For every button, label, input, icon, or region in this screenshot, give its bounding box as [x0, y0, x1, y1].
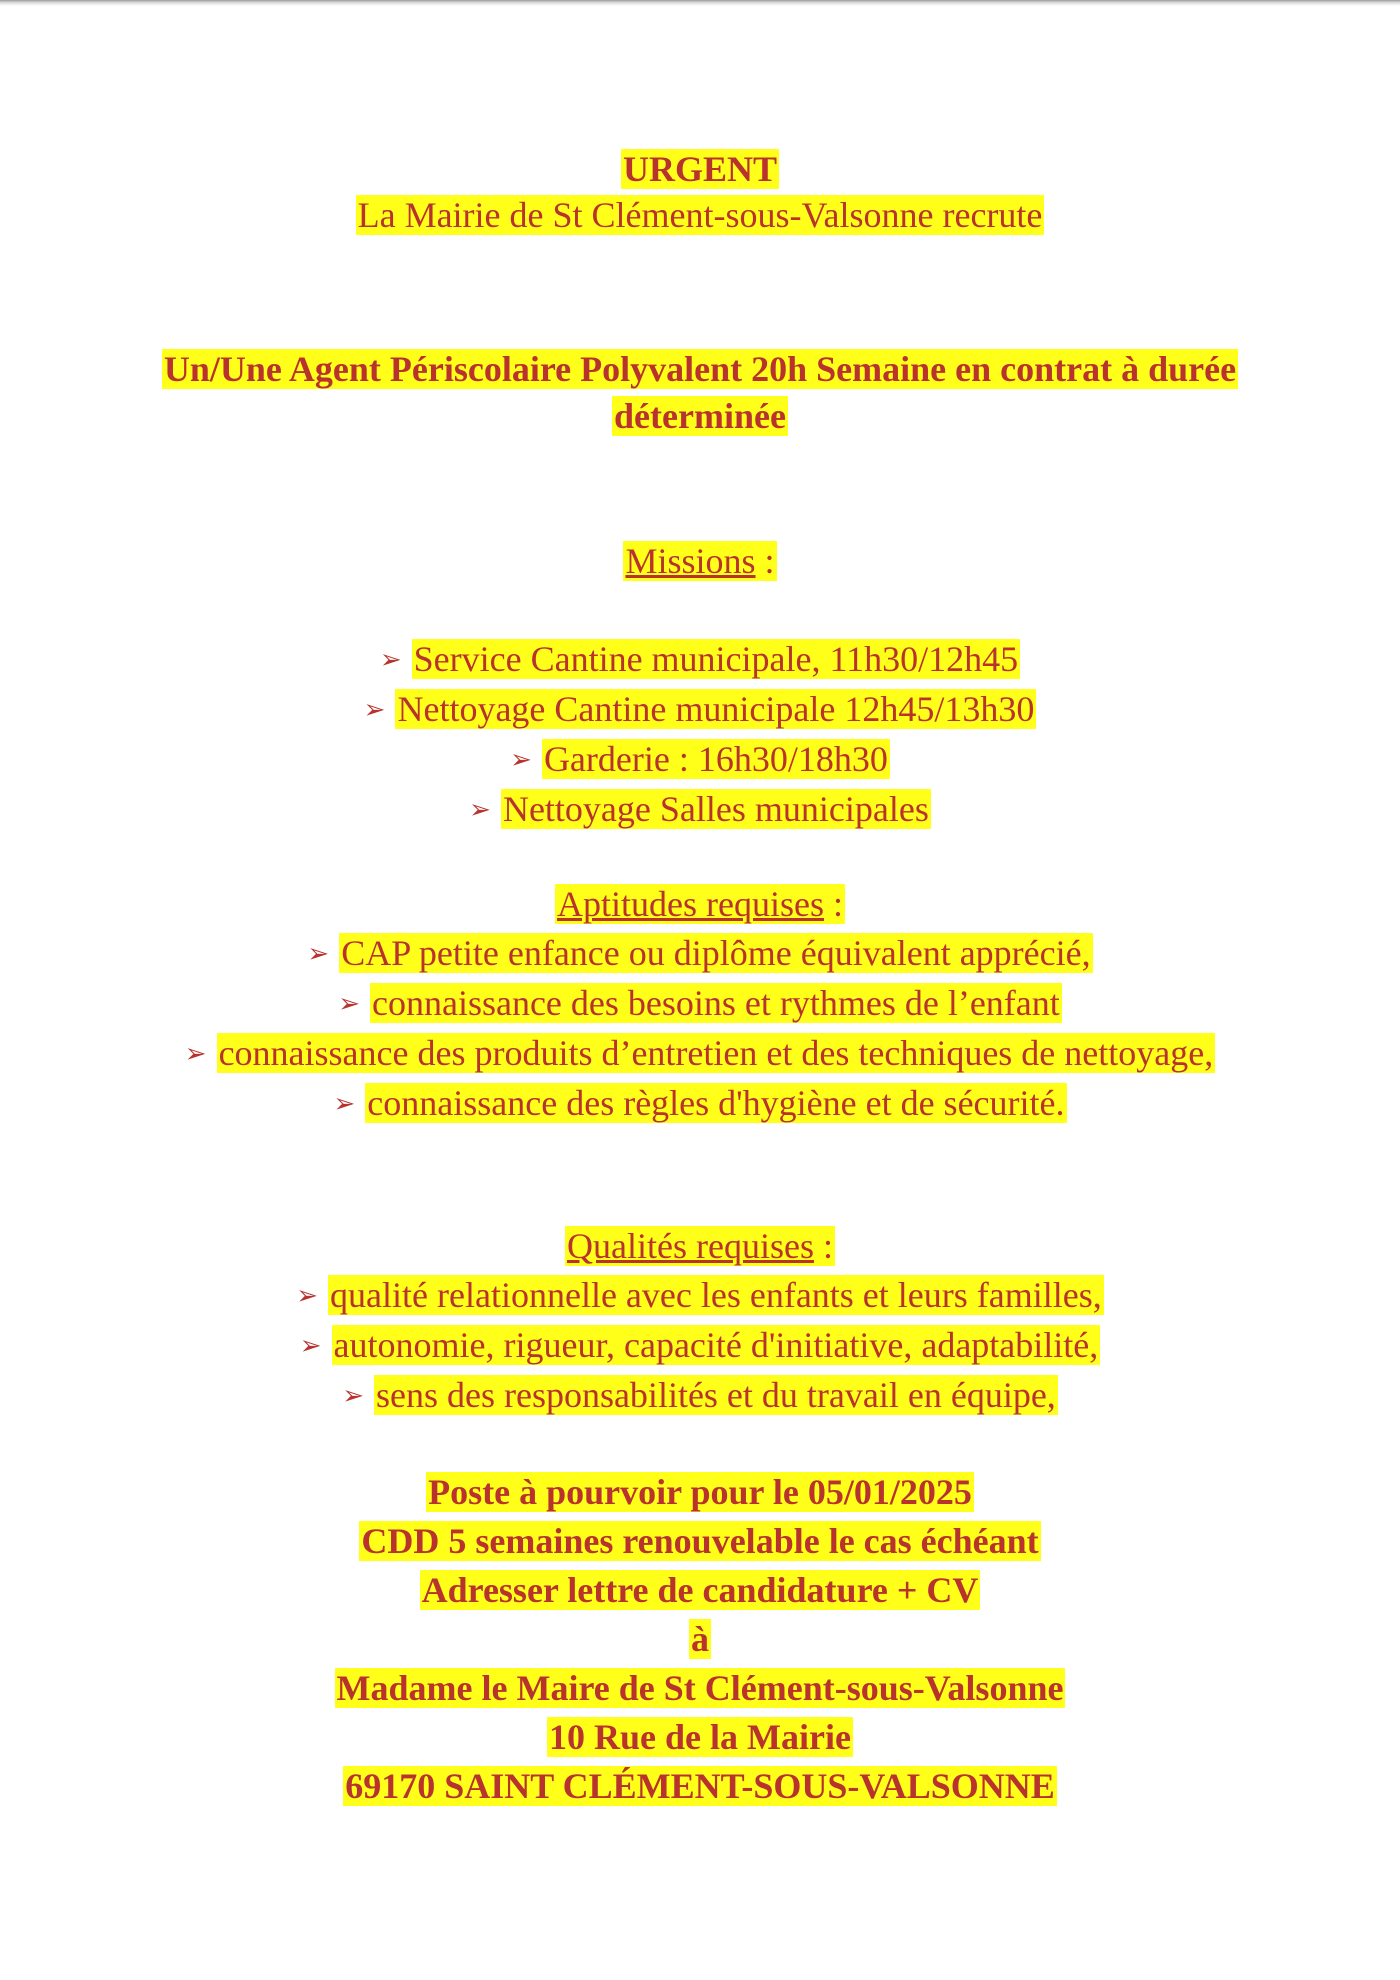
aptitudes-section: [0, 880, 1400, 1129]
missions-section: [0, 537, 1400, 835]
arrow-bullet-icon: ➢: [184, 1039, 207, 1069]
arrow-bullet-icon: ➢: [363, 695, 386, 725]
aptitudes-heading: Aptitudes requises :: [557, 884, 843, 924]
arrow-bullet-icon: ➢: [379, 645, 402, 675]
job-title-text: Un/Une Agent Périscolaire Polyvalent 20h Semaine en contrat à durée déterminée: [163, 349, 1237, 436]
application-instructions: Adresser lettre de candidature + CV: [421, 1570, 979, 1610]
list-item: ➢ Nettoyage Salles municipales: [0, 785, 1400, 835]
list-item: ➢ qualité relationnelle avec les enfants et leurs familles,: [0, 1271, 1400, 1321]
qualites-heading: Qualités requises :: [567, 1226, 833, 1266]
arrow-bullet-icon: ➢: [469, 795, 491, 825]
to-label: à: [691, 1619, 709, 1659]
notice-subtitle: La Mairie de St Clément-sous-Valsonne recrute: [357, 195, 1043, 235]
list-item: ➢ autonomie, rigueur, capacité d'initiative, adaptabilité,: [0, 1321, 1400, 1371]
list-item: ➢ sens des responsabilités et du travail en équipe,: [0, 1371, 1400, 1421]
list-item: ➢ Service Cantine municipale, 11h30/12h45: [0, 635, 1400, 685]
list-item: ➢ Nettoyage Cantine municipale 12h45/13h30: [0, 685, 1400, 735]
missions-heading: Missions :: [625, 541, 775, 581]
list-item: ➢ CAP petite enfance ou diplôme équivalent apprécié,: [0, 929, 1400, 979]
recipient-name: Madame le Maire de St Clément-sous-Valsonne: [336, 1668, 1064, 1708]
job-title: [110, 346, 1290, 440]
urgent-label: URGENT: [622, 149, 778, 189]
list-item: ➢ connaissance des produits d’entretien et des techniques de nettoyage,: [0, 1029, 1400, 1079]
arrow-bullet-icon: ➢: [299, 1331, 322, 1361]
arrow-bullet-icon: ➢: [307, 939, 330, 969]
contract-duration: CDD 5 semaines renouvelable le cas échéant: [361, 1521, 1039, 1561]
recipient-street: 10 Rue de la Mairie: [549, 1717, 851, 1757]
arrow-bullet-icon: ➢: [333, 1089, 356, 1119]
arrow-bullet-icon: ➢: [342, 1381, 364, 1411]
start-date: Poste à pourvoir pour le 05/01/2025: [428, 1472, 972, 1512]
list-item: ➢ connaissance des règles d'hygiène et de sécurité.: [0, 1079, 1400, 1129]
application-details: [0, 1468, 1400, 1811]
arrow-bullet-icon: ➢: [510, 745, 532, 775]
arrow-bullet-icon: ➢: [338, 989, 360, 1019]
list-item: ➢ connaissance des besoins et rythmes de l’enfant: [0, 979, 1400, 1029]
qualites-section: [0, 1222, 1400, 1421]
arrow-bullet-icon: ➢: [296, 1281, 319, 1311]
list-item: ➢ Garderie : 16h30/18h30: [0, 735, 1400, 785]
header: [0, 146, 1400, 238]
recipient-city: 69170 SAINT CLÉMENT-SOUS-VALSONNE: [345, 1766, 1055, 1806]
